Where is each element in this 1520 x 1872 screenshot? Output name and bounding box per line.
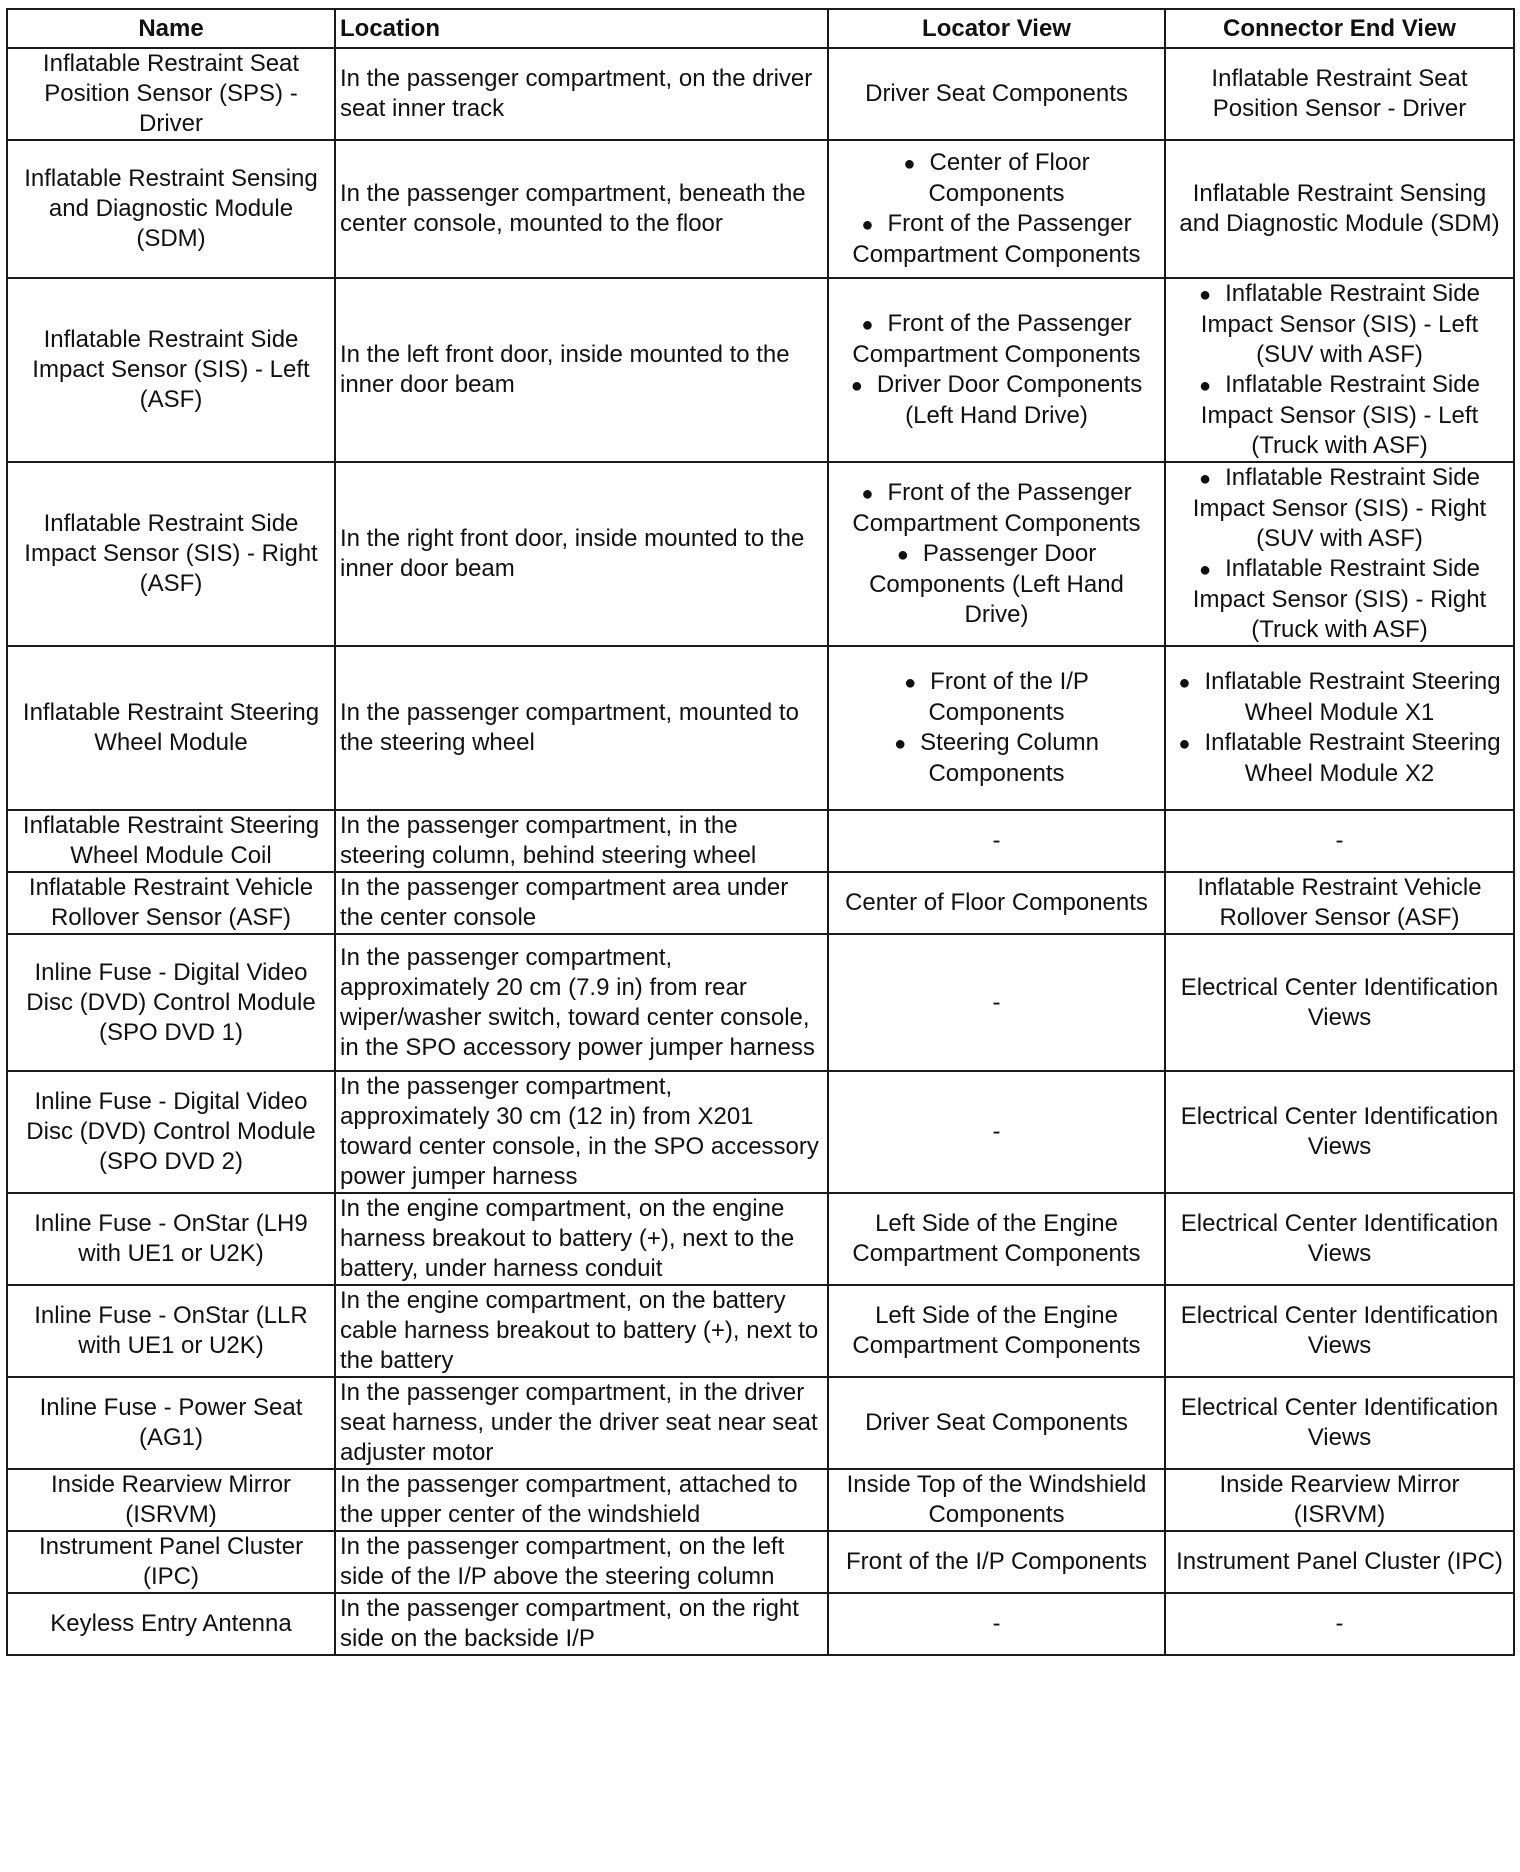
connector-view-cell — [1165, 646, 1514, 810]
name-cell: Inline Fuse - OnStar (LLR with UE1 or U2K) — [7, 1285, 335, 1377]
locator-view-cell — [828, 462, 1165, 646]
locator-view-cell: Left Side of the Engine Compartment Components — [828, 1193, 1165, 1285]
locator-view-cell: Inside Top of the Windshield Components — [828, 1469, 1165, 1531]
header-locator-view: Locator View — [828, 9, 1165, 48]
location-cell: In the passenger compartment, in the driver seat harness, under the driver seat near seat adjuster motor — [335, 1377, 828, 1469]
connector-view-cell — [1165, 462, 1514, 646]
bullet-item: ● Inflatable Restraint Side Impact Sensor (SIS) - Right (SUV with ASF) — [1172, 463, 1507, 554]
bullet-item: ● Driver Door Components (Left Hand Drive) — [835, 370, 1158, 431]
table-row — [7, 1469, 1514, 1531]
location-cell: In the engine compartment, on the battery cable harness breakout to battery (+), next to the battery — [335, 1285, 828, 1377]
name-cell: Inflatable Restraint Seat Position Sensor (SPS) - Driver — [7, 48, 335, 140]
locator-view-cell: Driver Seat Components — [828, 48, 1165, 140]
location-cell: In the passenger compartment, in the steering column, behind steering wheel — [335, 810, 828, 872]
bullet-item: ● Inflatable Restraint Side Impact Sensor (SIS) - Right (Truck with ASF) — [1172, 554, 1507, 645]
bullet-item: ● Inflatable Restraint Side Impact Sensor (SIS) - Left (SUV with ASF) — [1172, 279, 1507, 370]
name-cell: Inline Fuse - Power Seat (AG1) — [7, 1377, 335, 1469]
name-cell: Keyless Entry Antenna — [7, 1593, 335, 1655]
locator-view-cell: - — [828, 1071, 1165, 1193]
name-cell: Inflatable Restraint Vehicle Rollover Sensor (ASF) — [7, 872, 335, 934]
table-row — [7, 1193, 1514, 1285]
header-location: Location — [335, 9, 828, 48]
table-row — [7, 140, 1514, 278]
table-row — [7, 1377, 1514, 1469]
name-cell: Inflatable Restraint Steering Wheel Module Coil — [7, 810, 335, 872]
connector-view-cell — [1165, 278, 1514, 462]
bullet-item: ● Front of the Passenger Compartment Components — [835, 478, 1158, 539]
location-cell: In the passenger compartment, on the right side on the backside I/P — [335, 1593, 828, 1655]
locator-view-cell: - — [828, 934, 1165, 1071]
table-row — [7, 872, 1514, 934]
bullet-item: ● Steering Column Components — [835, 728, 1158, 789]
name-cell: Inline Fuse - OnStar (LH9 with UE1 or U2K) — [7, 1193, 335, 1285]
locator-view-cell-list — [835, 148, 1158, 270]
location-cell: In the engine compartment, on the engine harness breakout to battery (+), next to the battery, under harness conduit — [335, 1193, 828, 1285]
name-cell: Inside Rearview Mirror (ISRVM) — [7, 1469, 335, 1531]
name-cell: Inflatable Restraint Sensing and Diagnostic Module (SDM) — [7, 140, 335, 278]
name-cell: Inflatable Restraint Side Impact Sensor (SIS) - Left (ASF) — [7, 278, 335, 462]
location-cell: In the passenger compartment, mounted to the steering wheel — [335, 646, 828, 810]
connector-view-cell-list — [1172, 279, 1507, 461]
location-cell: In the passenger compartment, beneath the center console, mounted to the floor — [335, 140, 828, 278]
connector-view-cell: Inside Rearview Mirror (ISRVM) — [1165, 1469, 1514, 1531]
name-cell: Inline Fuse - Digital Video Disc (DVD) Control Module (SPO DVD 1) — [7, 934, 335, 1071]
header-connector-end-view: Connector End View — [1165, 9, 1514, 48]
locator-view-cell: Front of the I/P Components — [828, 1531, 1165, 1593]
location-cell: In the passenger compartment, attached to the upper center of the windshield — [335, 1469, 828, 1531]
table-row — [7, 1071, 1514, 1193]
connector-view-cell: Inflatable Restraint Vehicle Rollover Sensor (ASF) — [1165, 872, 1514, 934]
connector-view-cell: Electrical Center Identification Views — [1165, 934, 1514, 1071]
connector-view-cell: - — [1165, 810, 1514, 872]
connector-view-cell: Electrical Center Identification Views — [1165, 1285, 1514, 1377]
locator-view-cell — [828, 140, 1165, 278]
table-row — [7, 462, 1514, 646]
connector-view-cell: Inflatable Restraint Sensing and Diagnostic Module (SDM) — [1165, 140, 1514, 278]
connector-view-cell: Electrical Center Identification Views — [1165, 1071, 1514, 1193]
location-cell: In the passenger compartment, approximately 20 cm (7.9 in) from rear wiper/washer switch, toward center console, in the SPO accessory power jumper harness — [335, 934, 828, 1071]
locator-view-cell-list — [835, 478, 1158, 630]
connector-view-cell-list — [1172, 463, 1507, 645]
locator-view-cell-list — [835, 667, 1158, 789]
connector-view-cell-list — [1172, 667, 1507, 789]
table-row — [7, 278, 1514, 462]
location-cell: In the passenger compartment area under the center console — [335, 872, 828, 934]
bullet-item: ● Center of Floor Components — [835, 148, 1158, 209]
table-body — [7, 48, 1514, 1655]
location-cell: In the passenger compartment, on the left side of the I/P above the steering column — [335, 1531, 828, 1593]
bullet-item: ● Inflatable Restraint Steering Wheel Module X2 — [1172, 728, 1507, 789]
table-row — [7, 934, 1514, 1071]
table-row — [7, 48, 1514, 140]
connector-view-cell: - — [1165, 1593, 1514, 1655]
connector-view-cell: Electrical Center Identification Views — [1165, 1377, 1514, 1469]
table-row — [7, 646, 1514, 810]
header-row — [7, 9, 1514, 48]
locator-view-cell — [828, 278, 1165, 462]
connector-view-cell: Inflatable Restraint Seat Position Sensor - Driver — [1165, 48, 1514, 140]
table-row — [7, 1593, 1514, 1655]
locator-view-cell-list — [835, 309, 1158, 431]
name-cell: Inflatable Restraint Side Impact Sensor (SIS) - Right (ASF) — [7, 462, 335, 646]
bullet-item: ● Front of the Passenger Compartment Components — [835, 309, 1158, 370]
location-cell: In the right front door, inside mounted to the inner door beam — [335, 462, 828, 646]
bullet-item: ● Inflatable Restraint Steering Wheel Module X1 — [1172, 667, 1507, 728]
location-cell: In the passenger compartment, on the driver seat inner track — [335, 48, 828, 140]
name-cell: Inline Fuse - Digital Video Disc (DVD) Control Module (SPO DVD 2) — [7, 1071, 335, 1193]
locator-view-cell — [828, 646, 1165, 810]
location-cell: In the left front door, inside mounted to the inner door beam — [335, 278, 828, 462]
header-name: Name — [7, 9, 335, 48]
table-row — [7, 1285, 1514, 1377]
bullet-item: ● Passenger Door Components (Left Hand Drive) — [835, 539, 1158, 630]
locator-view-cell: - — [828, 810, 1165, 872]
locator-view-cell: Center of Floor Components — [828, 872, 1165, 934]
locator-view-cell: Left Side of the Engine Compartment Components — [828, 1285, 1165, 1377]
table-row — [7, 1531, 1514, 1593]
component-locator-table — [6, 8, 1515, 1656]
bullet-item: ● Front of the Passenger Compartment Components — [835, 209, 1158, 270]
locator-view-cell: - — [828, 1593, 1165, 1655]
connector-view-cell: Electrical Center Identification Views — [1165, 1193, 1514, 1285]
locator-view-cell: Driver Seat Components — [828, 1377, 1165, 1469]
name-cell: Inflatable Restraint Steering Wheel Module — [7, 646, 335, 810]
location-cell: In the passenger compartment, approximately 30 cm (12 in) from X201 toward center console, in the SPO accessory power jumper harness — [335, 1071, 828, 1193]
bullet-item: ● Inflatable Restraint Side Impact Sensor (SIS) - Left (Truck with ASF) — [1172, 370, 1507, 461]
table-row — [7, 810, 1514, 872]
name-cell: Instrument Panel Cluster (IPC) — [7, 1531, 335, 1593]
bullet-item: ● Front of the I/P Components — [835, 667, 1158, 728]
connector-view-cell: Instrument Panel Cluster (IPC) — [1165, 1531, 1514, 1593]
